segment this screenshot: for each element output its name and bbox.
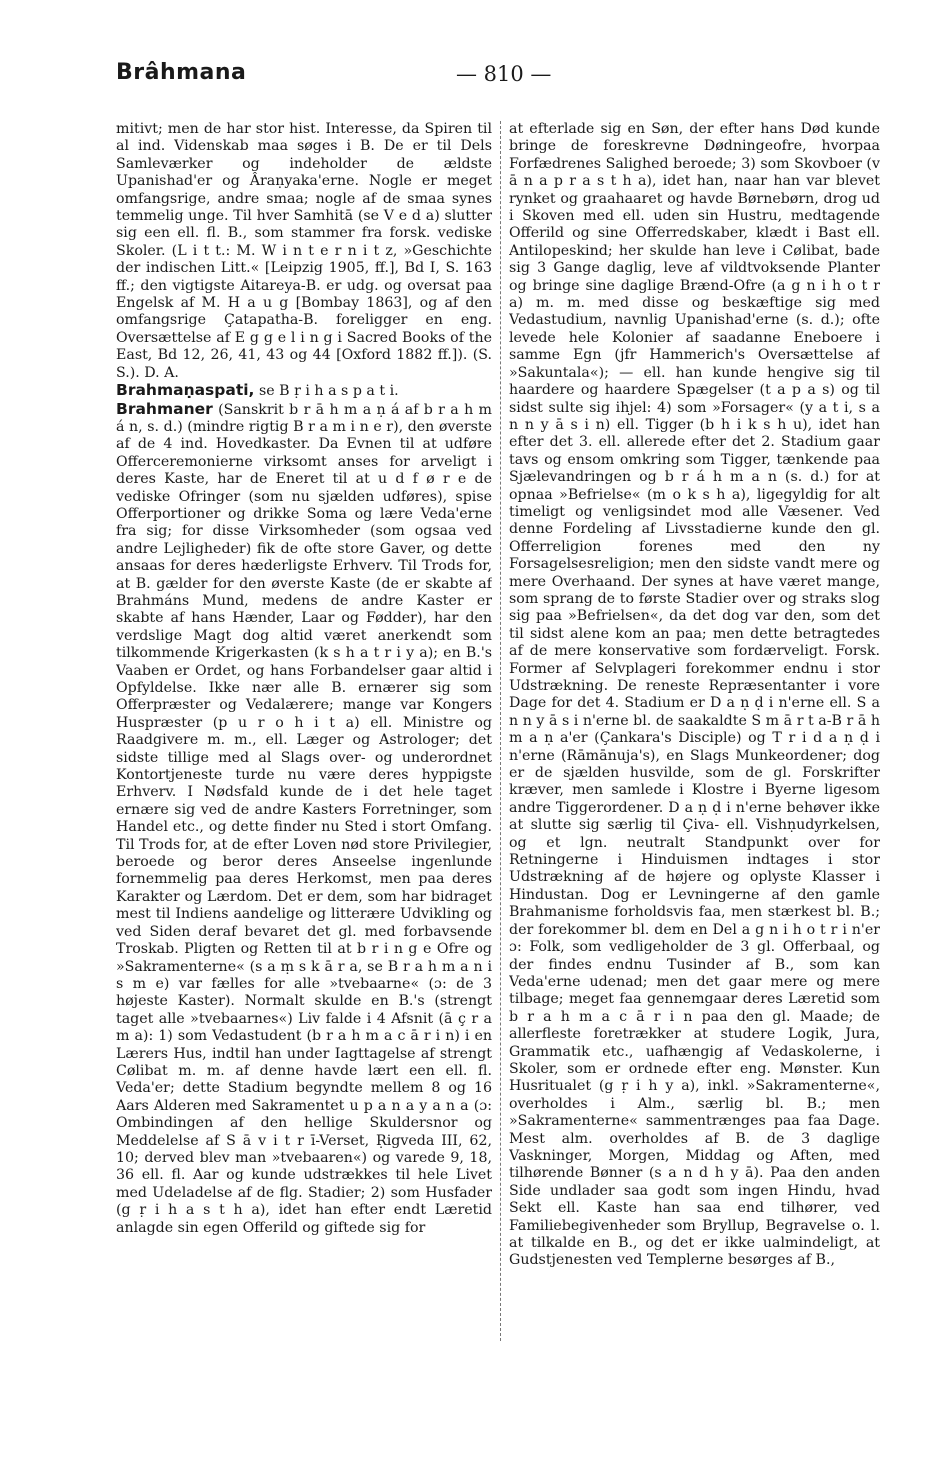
left-column [116,121,492,1343]
right-column [509,121,880,1343]
continued-paragraph: at efterlade sig en Søn, der efter hans Død kunde bringe de foreskrevne Dødningeofre, hvorpaa Forfædrenes Salighed beroede; 3) som Skovboer (v ā n a p r a s t h a), idet han, naar han var blevet rynket og graahaaret og havde Børnebørn, drog ud i Skoven med ell. uden sin Hustru, medtagende Offerild og sine Offerredskaber, klædt i Bast ell. Antilopeskind; her skulde han leve i Cølibat, bade sig 3 Gange daglig, leve af vildtvoksende Planter og bringe sine daglige Brænd-Ofre (a g n i h o t r a) m. m. med disse og beskæftige sig med Vedastudium, navnlig Upanishad'erne (s. d.); ofte levede hele Kolonier af saadanne Eneboere i samme Egn (jfr Hammerich's Oversættelse af »Sakuntala«); — ell. han kunde hengive sig til haardere og haardere Spægelser (t a p a s) og til sidst sulte sig ihjel: 4) som »Forsager« (y a t i, s a n n y ā s i n) ell. Tigger (b h i k s h u), idet han efter det 3. ell. allerede efter det 2. Stadium gaar tavs og ensom omkring som Tigger, tænkende paa Sjælevandringen og b r á h m a n (s. d.) for at opnaa »Befrielse« (m o k s h a), ligegyldig for alt timeligt og venligsindet mod alle Væsener. Ved denne Fordeling af Livsstadierne kunde den gl. Offerreligion forenes med den ny Forsagelsesreligion; men den sidste vandt mere og mere Overhaand. Der synes at have været mange, som sprang de to første Stadier over og straks slog sig paa »Befrielsen«, da det dog var den, som det til sidst alene kom an paa; men dette betragtedes af de mere konservative som fordærveligt. Forsk. Former af Selvplageri forekommer endnu i stor Udstrækning. De reneste Repræsentanter i vore Dage for det 4. Stadium er D a ṇ ḍ i n'erne ell. S a n n y ā s i n'erne bl. de saakaldte S m ā r t a-B r ā h m a ṇ a'er (Çankara's Disciple) og T r i d a ṇ ḍ i n'erne (Rāmānuja's), en Slags Munkeordener; dog er de sjælden husvilde, som de gl. Forskrifter kræver, men samlede i Klostre i Byerne ligesom andre Tiggerordener. D a ṇ ḍ i n'erne behøver ikke at slutte sig særlig til Çiva- ell. Vishṇudyrkelsen, og et lgn. neutralt Standpunkt over for Retningerne i Hinduismen indtages i stor Udstrækning af de højere og oplyste Klasser i Hindustan. Dog er Levningerne af den gamle Brahmanisme forholdsvis faa, men stærkest bl. B.; der forekommer bl. dem en Del a g n i h o t r i n'er ɔ: Folk, som vedligeholder de 3 gl. Offerbaal, og der findes endnu Tusinder af B., som kan Veda'erne udenad; men det gaar mere og mere tilbage; meget faa gennemgaar deres Læretid som b r a h m a c ā r i n paa den gl. Maade; de allerfleste foretrækker at studere Logik, Jura, Grammatik etc., uafhængig af Vedaskolerne, i Skoler, som er ordnede efter eng. Mønster. Kun Husritualet (g ṛ i h y a), inkl. »Sakramenterne«, overholdes i Alm., særlig bl. B.; men »Sakramenterne« sammentrænges paa faa Dage. Mest alm. overholdes af B. de 3 daglige Vaskninger, Morgen, Middag og Aften, med tilhørende Bønner (s a n d h y ā). Paa den anden Side undlader saa godt som ingen Hindu, hvad Sekt ell. Kaste han saa end tilhører, ved Familiebegivenheder som Bryllup, Begravelse o. l. at tilkalde en B., og det er ikke ualmindeligt, at Gudstjenesten ved Templerne besørges af B., [509,121,880,1269]
entry-brahmanaspati [116,382,492,400]
continued-paragraph: mitivt; men de har stor hist. Interesse, da Spiren til al ind. Videnskab maa søges i B. De er til Dels Samleværker og indeholder de ældste Upanishad'er og Âraṇyaka'erne. Nogle er meget omfangsrige, andre smaa; nogle af de smaa synes temmelig unge. Til hver Samhitā (se V e d a) slutter sig een ell. fl. B., som stammer fra forsk. vediske Skoler. (L i t t.: M. W i n t e r n i t z, »Geschichte der indischen Litt.« [Leipzig 1905, ff.], Bd I, S. 163 ff.; den vigtigste Aitareya-B. er udg. og oversat paa Engelsk af M. H a u g [Bombay 1863], og af den omfangsrige Çatapatha-B. foreligger en eng. Oversættelse af E g g e l i n g i Sacred Books of the East, Bd 12, 26, 41, 43 og 44 [Oxford 1882 ff.]). (S. S.). D. A. [116,121,492,381]
column-divider [500,121,501,1341]
page-number: — 810 — [456,62,552,86]
entry-headword: Brahmaṇaspati, [116,381,255,400]
running-headword: Brâhmana [116,60,247,85]
entry-text: se B ṛ i h a s p a t i. [254,383,399,400]
entry-text: (Sanskrit b r ā h m a ṇ á af b r a h m á n, s. d.) (mindre rigtig B r a m i n e r), den øverste af de 4 ind. Hovedkaster. Da Evnen til at udføre Offerceremonierne virksomt anses for arveligt i deres Kaste, har de Eneret til at u d f ø r e de vediske Ofringer (som nu sjælden udføres), spise Offerportioner og drikke Soma og lære Veda'erne fra sig; for disse Virksomheder (som ogsaa ved andre Lejligheder) fik de ofte store Gaver, og dette ansaas for deres hæderligste Erhverv. Til Trods for, at B. gælder for den øverste Kaste (de er skabte af Brahmáns Mund, medens de andre Kaster er skabte af hans Hænder, Laar og Fødder), har den verdslige Magt dog altid været anerkendt som tilkommende Krigerkasten (k s h a t r i y a); en B.'s Vaaben er Ordet, og hans Forbandelser gaar altid i Opfyldelse. Ikke nær alle B. ernærer sig som Offerpræster og Vedalærere; mange var Kongers Huspræster (p u r o h i t a) ell. Ministre og Raadgivere m. m., ell. Læger og Astrologer; det sidste tillige med al Slags over- og underordnet Kontortjeneste turde nu være deres hyppigste Erhverv. I Nødsfald kunde de i det hele taget ernære sig ved de andre Kasters Forretninger, som Handel etc., og dette finder nu Sted i stort Omfang. Til Trods for, at de efter Loven nød store Privilegier, beroede og beror deres Anseelse ingenlunde fornemmelig paa deres Herkomst, men paa deres Karakter og Lærdom. Det er dem, som har bidraget mest til Indiens aandelige og litterære Udvikling og ved Siden deraf bevaret det gl. med forbavsende Troskab. Pligten og Retten til at b r i n g e Ofre og »Sakramenterne« (s a ṃ s k ā r a, se B r a h m a n i s m e) var fælles for alle »tvebaarne« (ɔ: de 3 højeste Kaster). Normalt skulde en B.'s (strengt taget alle »tvebaarnes«) Liv falde i 4 Afsnit (ā ç r a m a): 1) som Vedastudent (b r a h m a c ā r i n) i en Lærers Hus, indtil han under Iagttagelse af strengt Cølibat m. m. af denne havde lært een ell. fl. Veda'er; dette Stadium begyndte mellem 8 og 16 Aars Alderen med Sakramentet u p a n a y a n a (ɔ: Ombindingen af den hellige Skuldersnor og Meddelelse af S ā v i t r ī-Verset, Ṛigveda III, 62, 10; derved blev man »tvebaaren«) og varede 9, 18, 36 ell. fl. Aar og kunde udstrækkes til hele Livet med Udeladelse af de flg. Stadier; 2) som Husfader (g ṛ i h a s t h a), idet han efter endt Læretid anlagde sin egen Offerild og giftede sig for [116,401,492,1236]
entry-headword: Brahmaner [116,399,213,418]
entry-brahmaner [116,401,492,1238]
